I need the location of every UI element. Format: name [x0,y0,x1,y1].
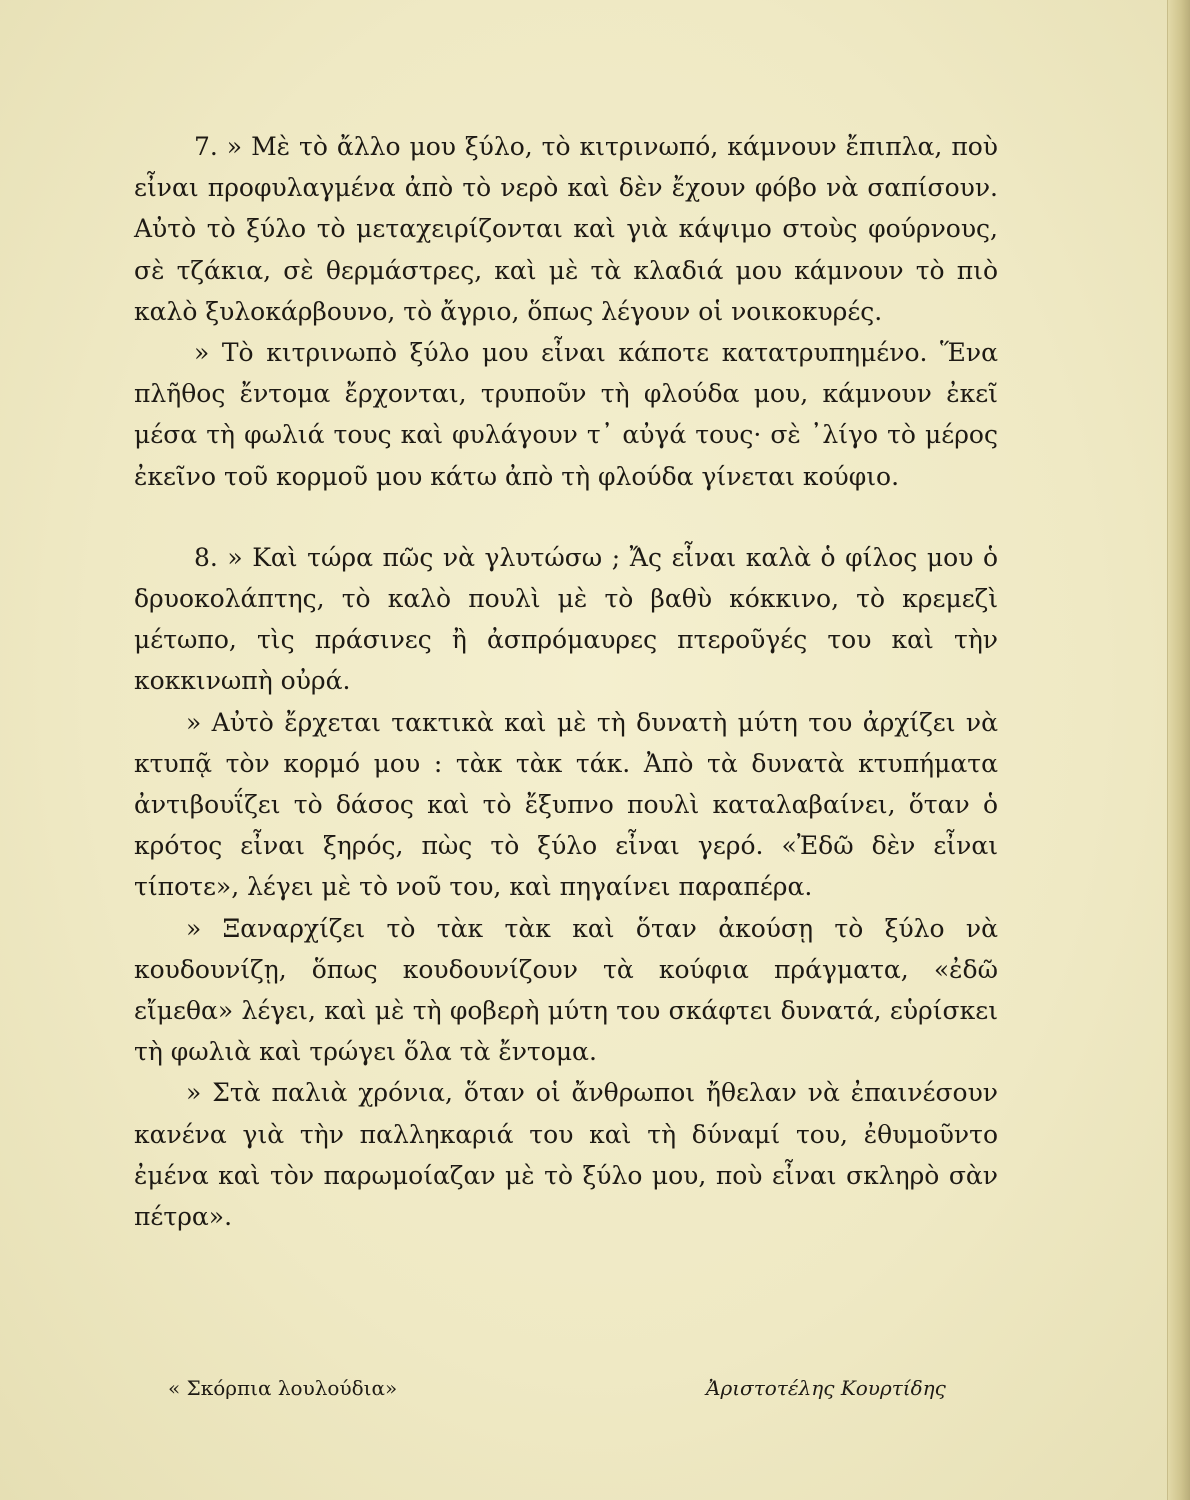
author-name: Ἀριστοτέλης Κουρτίδης [706,1376,946,1400]
source-citation: « Σκόρπια λουλούδια» [168,1376,398,1400]
paragraph-8-continued: » Αὐτὸ ἔρχεται τακτικὰ καὶ μὲ τὴ δυνατὴ μύτη του ἀρχίζει νὰ κτυπᾷ τὸν κορμό μου : τὰκ τὰκ τάκ. Ἀπὸ τὰ δυνατὰ κτυπήματα ἀντιβουΐζει τὸ δάσος καὶ τὸ ἔξυπνο πουλὶ καταλαβαίνει, ὅταν ὁ κρότος εἶναι ξηρός, πὼς τὸ ξύλο εἶναι γερό. «Ἐδῶ δὲν εἶναι τίποτε», λέγει μὲ τὸ νοῦ του, καὶ πηγαίνει παραπέρα. [134,707,998,902]
paragraph-7: 7. » Μὲ τὸ ἄλλο μου ξύλο, τὸ κιτρινωπό, κάμνουν ἔπιπλα, ποὺ εἶναι προφυλαγμένα ἀπὸ τὸ νερὸ καὶ δὲν ἔχουν φόβο νὰ σαπίσουν. Αὐτὸ τὸ ξύλο τὸ μεταχειρίζονται καὶ γιὰ κάψιμο στοὺς φούρνους, σὲ τζάκια, σὲ θερμάστρες, καὶ μὲ τὰ κλαδιά μου κάμνουν τὸ πιὸ καλὸ ξυλοκάρβουνο, τὸ ἄγριο, ὅπως λέγουν οἱ νοικοκυρές. [134,132,998,326]
page-edge [1167,0,1190,1500]
paragraph-8-woodpecker: » Ξαναρχίζει τὸ τὰκ τὰκ καὶ ὅταν ἀκούσῃ τὸ ξύλο νὰ κουδουνίζῃ, ὅπως κουδουνίζουν τὰ κούφια πράγματα, «ἐδῶ εἴμεθα» λέγει, καὶ μὲ τὴ φοβερὴ μύτη του σκάφτει δυνατά, εὑρίσκει τὴ φωλιὰ καὶ τρώγει ὅλα τὰ ἔντομα. [134,913,998,1067]
paragraph-8: 8. » Καὶ τώρα πῶς νὰ γλυτώσω ; Ἄς εἶναι καλὰ ὁ φίλος μου ὁ δρυοκολάπτης, τὸ καλὸ πουλὶ μὲ τὸ βαθὺ κόκκινο, τὸ κρεμεζὶ μέτωπο, τὶς πράσινες ἢ ἀσπρόμαυρες πτεροῦγές του καὶ τὴν κοκκινωπὴ οὐρά. [134,542,998,696]
text-body [134,126,998,1237]
section-gap [134,497,998,537]
paragraph-7-continued: » Τὸ κιτρινωπὸ ξύλο μου εἶναι κάποτε κατατρυπημένο. Ἕνα πλῆθος ἔντομα ἔρχονται, τρυποῦν τὴ φλούδα μου, κάμνουν ἐκεῖ μέσα τὴ φωλιά τους καὶ φυλάγουν τ᾽ αὐγά τους· σὲ ᾽λίγο τὸ μέρος ἐκεῖνο τοῦ κορμοῦ μου κάτω ἀπὸ τὴ φλούδα γίνεται κούφιο. [134,338,998,491]
paragraph-8-closing: » Στὰ παλιὰ χρόνια, ὅταν οἱ ἄνθρωποι ἤθελαν νὰ ἐπαινέσουν κανένα γιὰ τὴν παλληκαριά του καὶ τὴ δύναμί του, ἐθυμοῦντο ἐμένα καὶ τὸν παρωμοίαζαν μὲ τὸ ξύλο μου, ποὺ εἶναι σκληρὸ σὰν πέτρα». [134,1078,998,1232]
